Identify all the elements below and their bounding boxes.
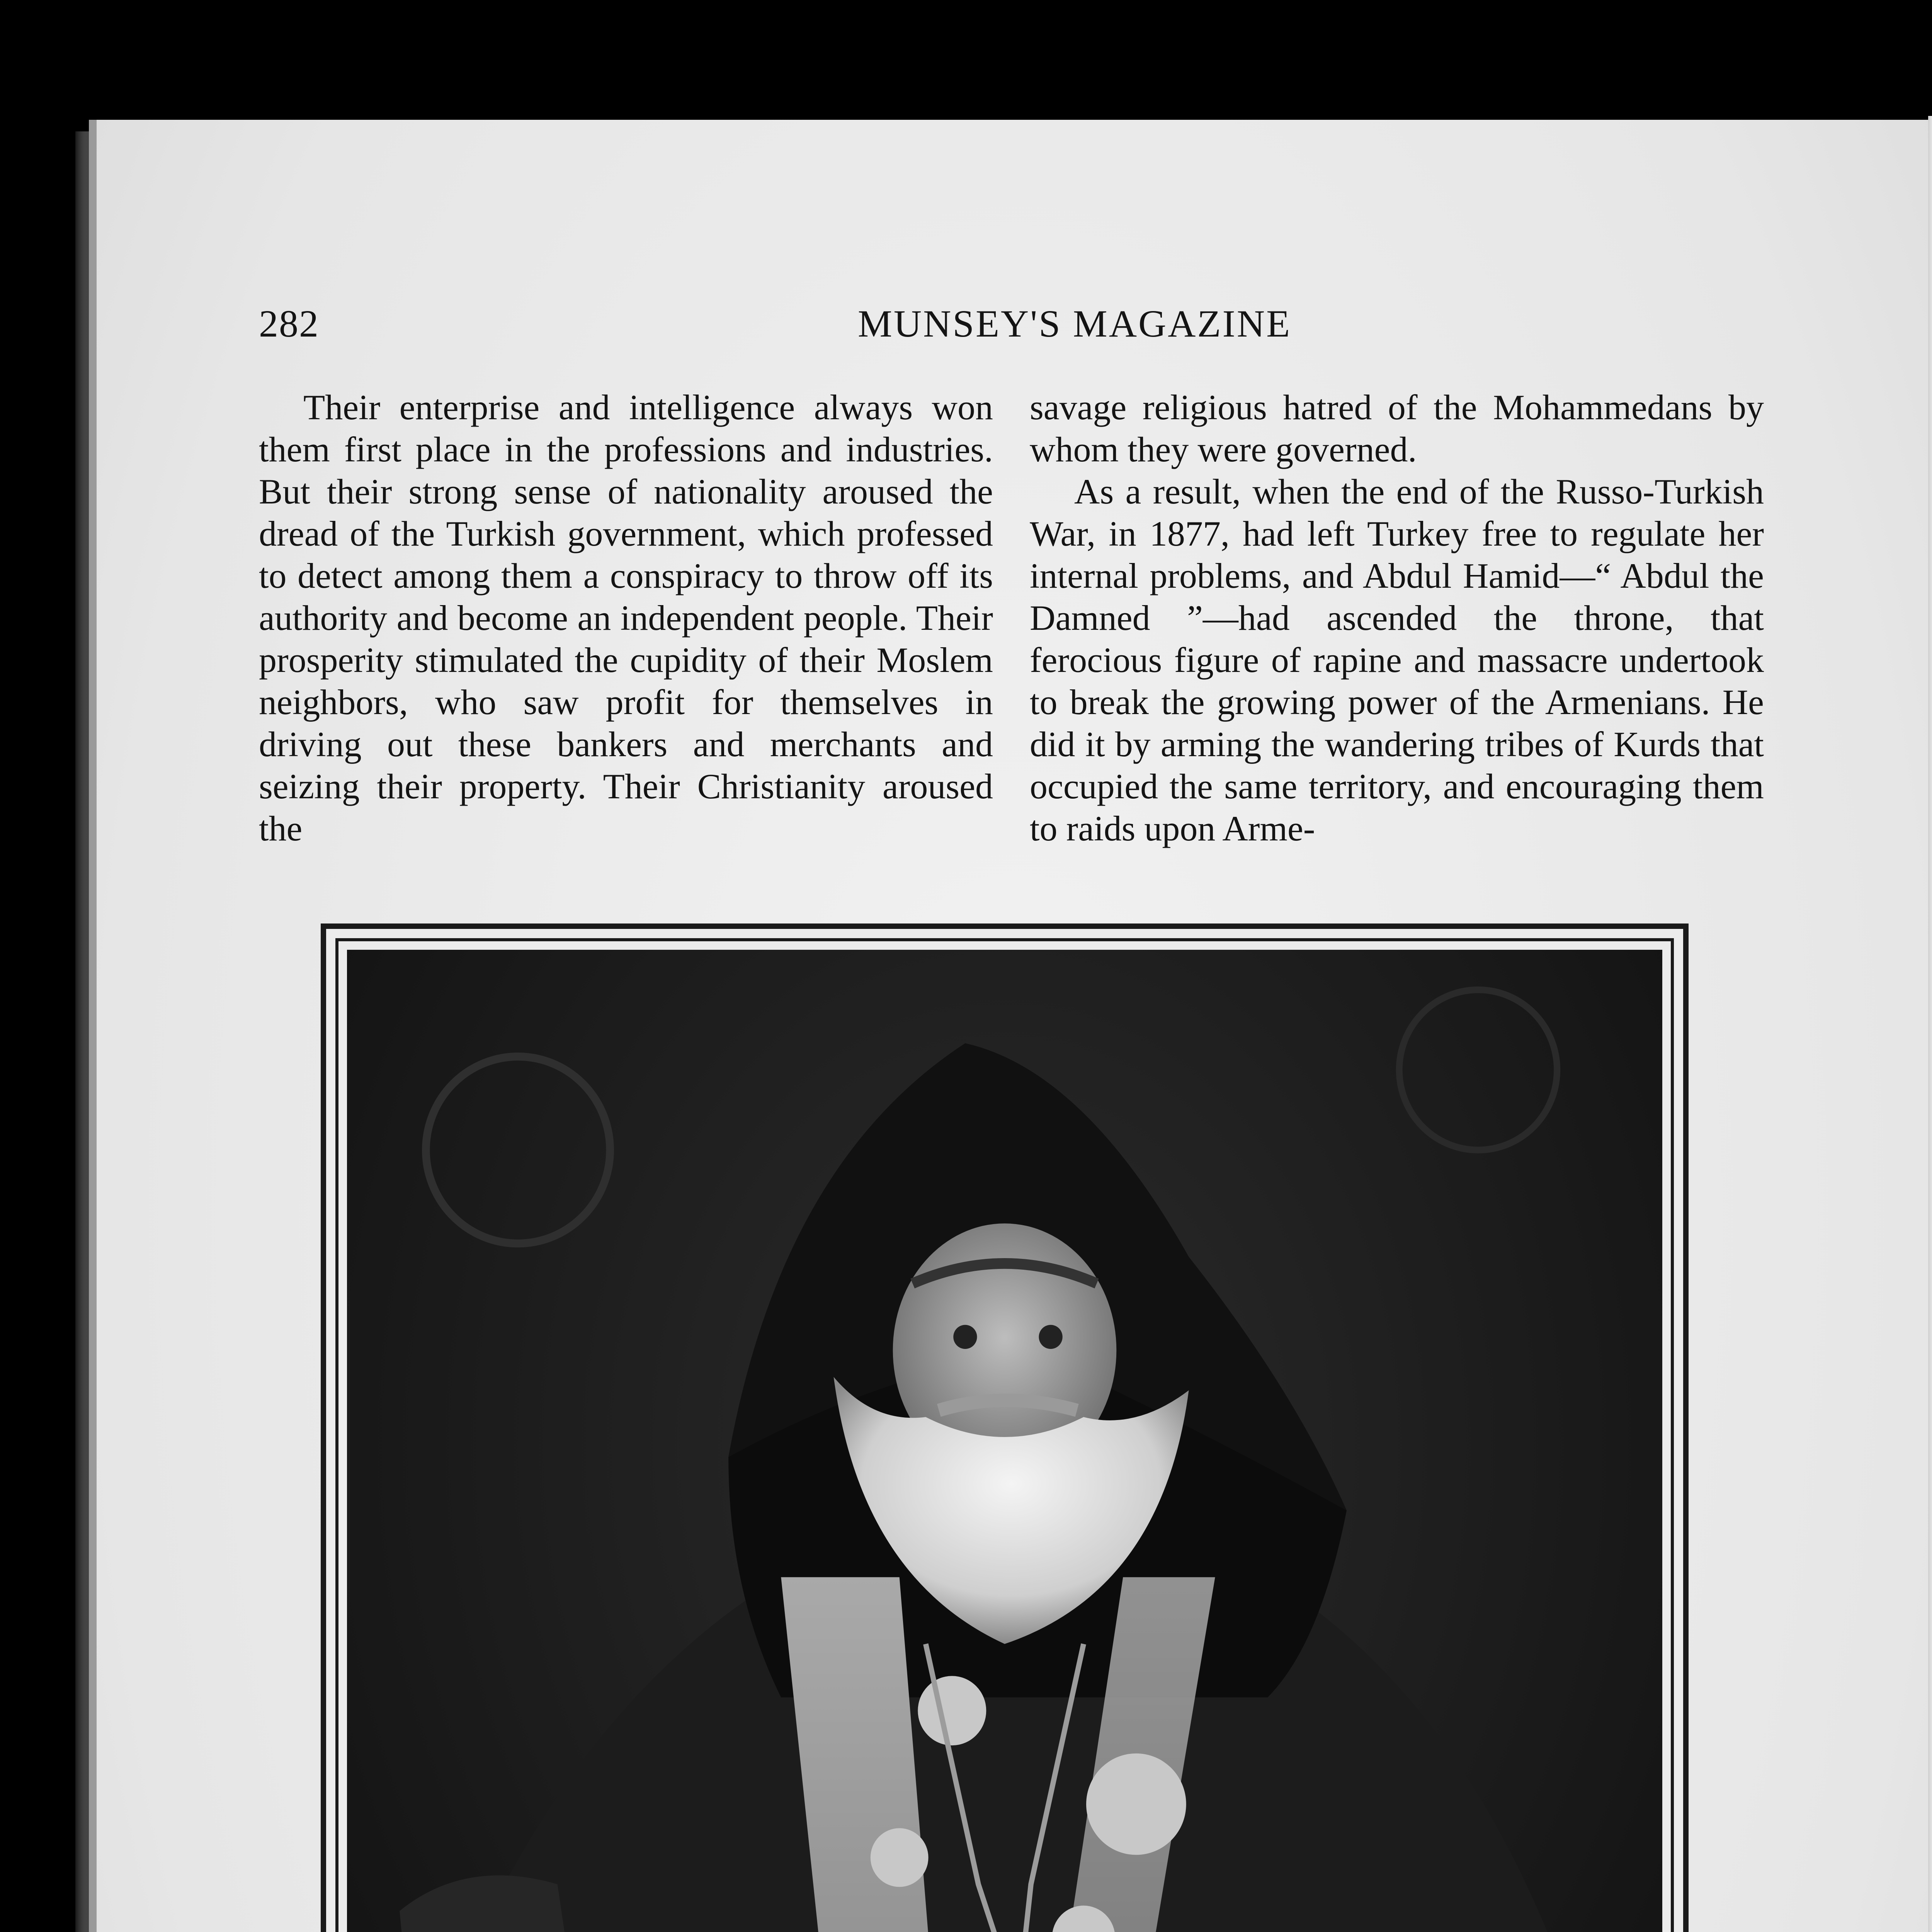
patriarch-portrait-illustration (347, 950, 1662, 1932)
photo-frame (321, 923, 1689, 1932)
article-body (259, 386, 1766, 896)
paragraph-continuation: savage religious hatred of the Mohammedans by whom they were governed. (1030, 388, 1764, 469)
paragraph: Their enterprise and intelligence always won them first place in the professions and industries. But their strong sense of nationality aroused the dread of the Turkish government, which professed to detect among them a conspiracy to throw off its authority and become an independent people. Their prosperity stimulated the cupidity of their Moslem neighbors, who saw profit for themselves in driving out these bankers and merchants and seizing their property. Their Christianity aroused the (259, 388, 993, 848)
facing-page-edge (1928, 116, 1932, 1932)
magazine-title: MUNSEY'S MAGAZINE (858, 302, 1292, 345)
patriarch-photograph (347, 950, 1662, 1932)
left-column (259, 386, 993, 850)
page-number: 282 (259, 302, 319, 345)
photo-inner-border (335, 938, 1674, 1932)
paragraph: As a result, when the end of the Russo-Turkish War, in 1877, had left Turkey free to regulate her internal problems, and Abdul Hamid—“ Abdul the Damned ”—had ascended the throne, that ferocious figure of rapine and massacre undertook to break the growing power of the Armenians. He did it by arming the wandering tribes of Kurds that occupied the same territory, and encouraging them to raids upon Arme- (1030, 472, 1764, 848)
running-head (166, 185, 1634, 345)
right-column (1030, 386, 1764, 850)
